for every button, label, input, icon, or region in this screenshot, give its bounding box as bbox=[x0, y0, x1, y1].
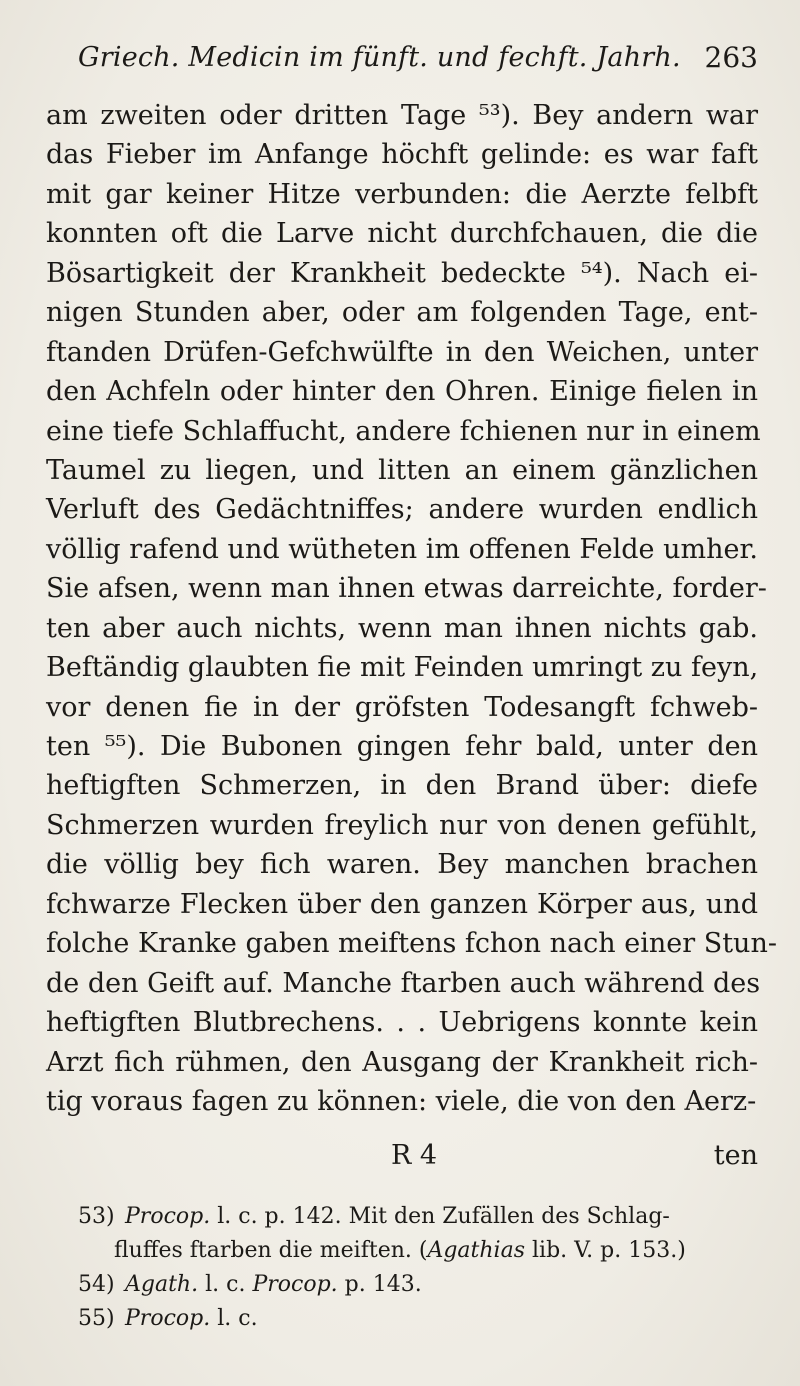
text-line: heftigften Blutbrechens. . . Uebrigens konnte kein bbox=[46, 1007, 758, 1039]
text-line: Arzt fich rühmen, den Ausgang der Krankheit rich- bbox=[46, 1046, 758, 1078]
footnote-text: lib. V. p. 153.) bbox=[532, 1238, 686, 1263]
signature-mark: R 4 bbox=[391, 1140, 438, 1171]
text-line: den Achfeln oder hinter den Ohren. Einige fielen in bbox=[46, 376, 758, 408]
text-line: Schmerzen wurden freylich nur von denen gefühlt, bbox=[46, 809, 758, 841]
text-line: völlig rafend und wütheten im offenen Felde umher. bbox=[46, 533, 758, 565]
text-line: Beftändig glaubten fie mit Feinden umringt zu feyn, bbox=[46, 652, 759, 684]
footnotes bbox=[78, 1200, 760, 1336]
footnote-text: l. c. p. 142. Mit den Zufällen des Schlag- bbox=[217, 1204, 670, 1229]
text-line: Bösartigkeit der Krankheit bedeckte ⁵⁴). Nach ei- bbox=[46, 257, 758, 289]
footnote-source: Procop. bbox=[125, 1204, 211, 1229]
footnote-text: l. c. bbox=[205, 1272, 246, 1297]
text-line: konnten oft die Larve nicht durchfchauen, die die bbox=[46, 218, 758, 250]
footnote-number: 54) bbox=[78, 1272, 115, 1297]
text-line: mit gar keiner Hitze verbunden: die Aerzte felbft bbox=[46, 178, 758, 210]
footnote-55 bbox=[78, 1302, 760, 1336]
body-text bbox=[46, 96, 777, 1121]
text-line: am zweiten oder dritten Tage ⁵³). Bey andern war bbox=[46, 100, 758, 131]
footnote-source: Procop. bbox=[125, 1306, 211, 1331]
page-number: 263 bbox=[704, 41, 758, 74]
text-line: fchwarze Flecken über den ganzen Körper aus, und bbox=[46, 888, 758, 920]
text-line: ftanden Drüfen-Gefchwülfte in den Weichen, unter bbox=[46, 336, 758, 368]
text-line: eine tiefe Schlaffucht, andere fchienen nur in einem bbox=[46, 415, 761, 447]
text-line: de den Geift auf. Manche ftarben auch während des bbox=[46, 967, 761, 999]
catchword: ten bbox=[713, 1140, 758, 1171]
footnote-text: p. 143. bbox=[344, 1272, 422, 1297]
text-line: Verluft des Gedächtniffes; andere wurden endlich bbox=[46, 494, 758, 526]
footnote-54 bbox=[78, 1268, 760, 1302]
text-line: das Fieber im Anfange höchft gelinde: es war faft bbox=[46, 139, 758, 171]
text-line: nigen Stunden aber, oder am folgenden Tage, ent- bbox=[46, 297, 758, 329]
page-header bbox=[78, 38, 758, 78]
text-line: ten aber auch nichts, wenn man ihnen nichts gab. bbox=[46, 612, 758, 644]
text-line: heftigften Schmerzen, in den Brand über: diefe bbox=[46, 770, 758, 802]
footnote-text: fluffes ftarben die meiften. ( bbox=[114, 1238, 428, 1263]
footnote-number: 53) bbox=[78, 1204, 115, 1229]
text-line: folche Kranke gaben meiftens fchon nach einer Stun- bbox=[46, 928, 777, 960]
text-line: Sie afsen, wenn man ihnen etwas darreichte, forder- bbox=[46, 573, 767, 605]
text-line: Taumel zu liegen, und litten an einem gänzlichen bbox=[46, 454, 758, 486]
footnote-source: Agathias bbox=[427, 1238, 525, 1263]
text-line: ten ⁵⁵). Die Bubonen gingen fehr bald, unter den bbox=[46, 731, 758, 762]
footnote-53-continuation bbox=[78, 1234, 760, 1268]
text-line: die völlig bey fich waren. Bey manchen brachen bbox=[46, 849, 758, 881]
footnote-53 bbox=[78, 1200, 760, 1234]
text-line: tig voraus fagen zu können: viele, die von den Aerz- bbox=[46, 1085, 757, 1117]
text-line: vor denen fie in der gröfsten Todesangft fchweb- bbox=[46, 691, 758, 723]
footnote-number: 55) bbox=[78, 1306, 115, 1331]
running-title: Griech. Medicin im fünft. und fechft. Jahrh. bbox=[78, 42, 681, 73]
footnote-text: l. c. bbox=[217, 1306, 258, 1331]
footnote-source: Procop. bbox=[252, 1272, 338, 1297]
signature-row bbox=[46, 1136, 758, 1176]
footnote-source: Agath. bbox=[125, 1272, 199, 1297]
